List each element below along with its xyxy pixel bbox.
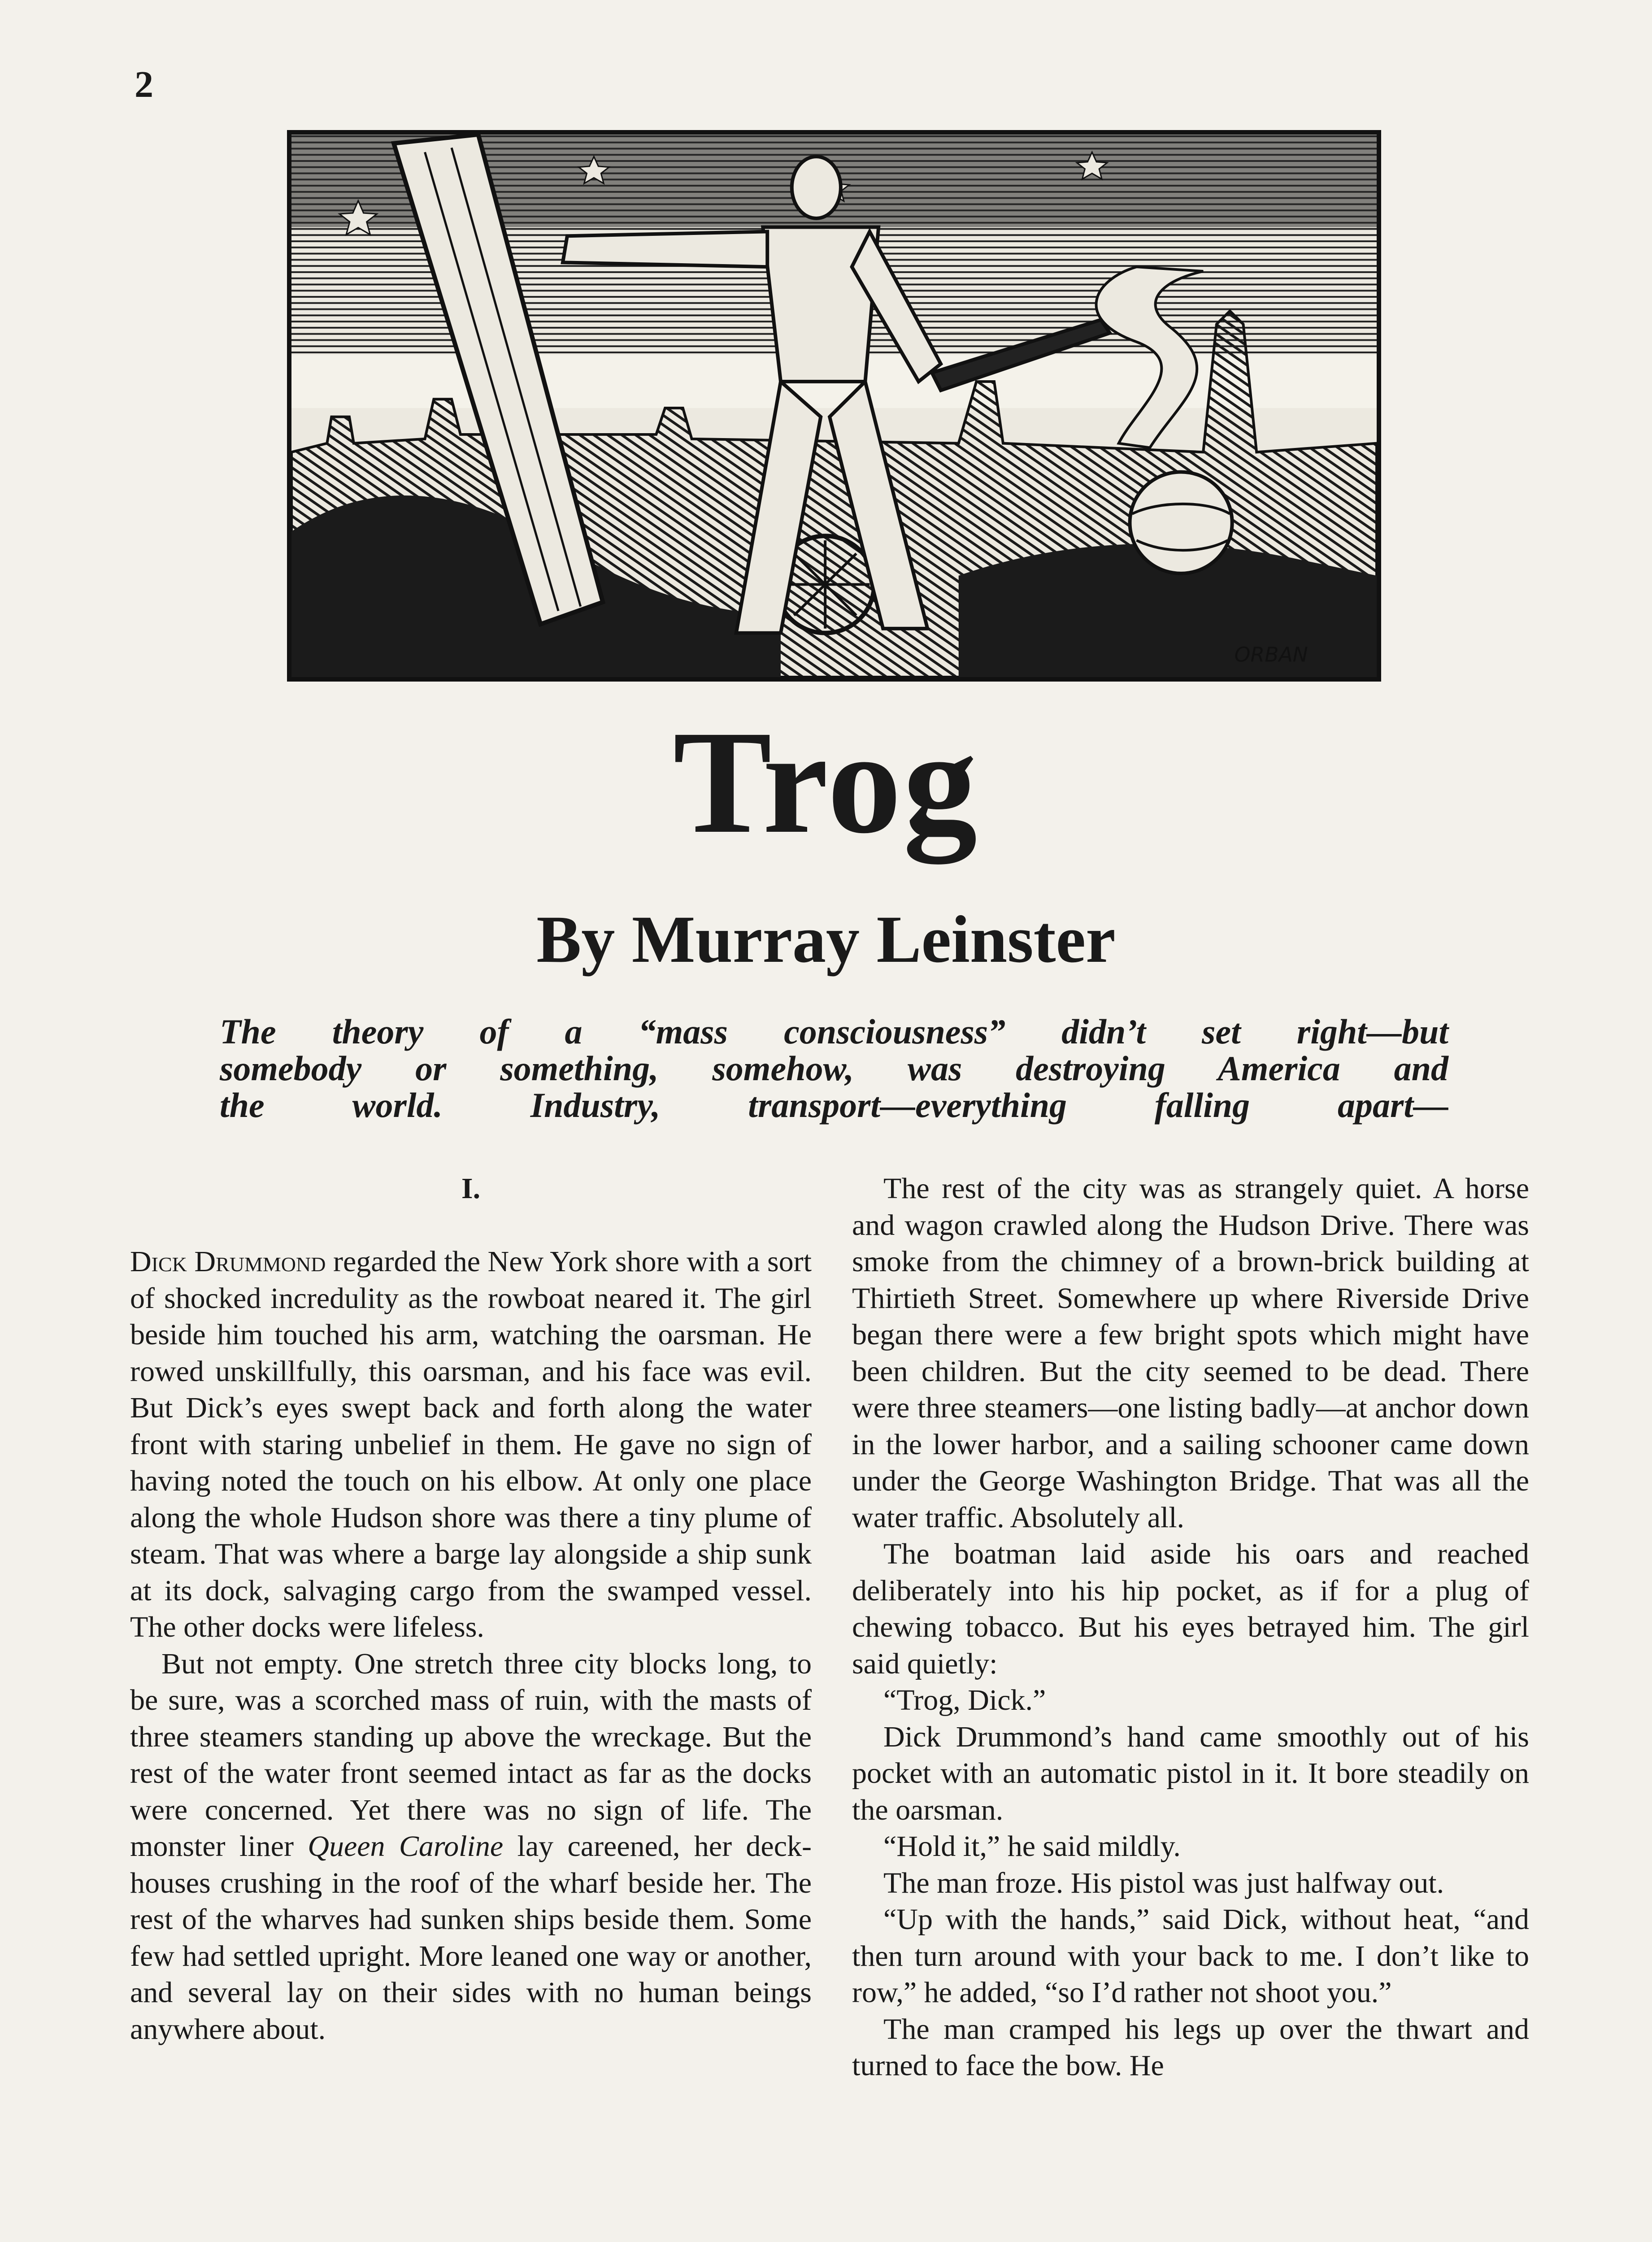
left-column: [130, 1170, 812, 2047]
paragraph: But not empty. One stretch three city blocks long, to be sure, was a scorched mass of ruin, with the masts of three steamers standing up above the wreckage. But the rest of the water front seemed intact as far as the docks were concerned. Yet there was no sign of life. The monster liner Queen Caroline lay careened, her deck-houses crushing in the roof of the wharf beside her. The rest of the wharves had sunken ships beside them. Some few had settled upright. More leaned one way or another, and several lay on their sides with no human beings anywhere about.: [130, 1647, 812, 2046]
blurb-line: the world. Industry, transport—everything falling apart—: [220, 1086, 1448, 1125]
paragraph: Dick Drummond regarded the New York shore with a sort of shocked incredulity as the rowboat neared it. The girl beside him touched his arm, watching the oarsman. He rowed unskillfully, this oarsman, and his face was evil. But Dick’s eyes swept back and forth along the water front with staring unbelief in them. He gave no sign of having noted the touch on his elbow. At only one place along the whole Hudson shore was there a tiny plume of steam. That was where a barge lay alongside a ship sunk at its dock, salvaging cargo from the swamped vessel. The other docks were lifeless.: [130, 1245, 812, 1643]
right-column: [852, 1170, 1529, 2084]
illustration-signature: ORBAN: [1234, 643, 1308, 667]
story-byline: By Murray Leinster: [536, 902, 1116, 977]
paragraph: The boatman laid aside his oars and reached deliberately into his hip pocket, as if for a plug of chewing tobacco. But his eyes betrayed him. The girl said quietly:: [852, 1538, 1529, 1680]
drop-lead: Dick Drummond: [130, 1245, 326, 1278]
paragraph: “Trog, Dick.”: [883, 1684, 1046, 1716]
ship-name: Queen Caroline: [308, 1830, 504, 1863]
paragraph: The rest of the city was as strangely quiet. A horse and wagon crawled along the Hudson Drive. There was smoke from the chimney of a brown-brick building at Thirtieth Street. Somewhere up where Riverside Drive began there were a few bright spots which might have been children. But the city seemed to be dead. There were three steamers—one listing badly—at anchor down in the lower harbor, and a sailing schooner came down under the George Washington Bridge. That was all the water traffic. Absolutely all.: [852, 1172, 1529, 1534]
page-number: 2: [135, 64, 153, 105]
story-blurb: [220, 1013, 1448, 1124]
paragraph: Dick Drummond’s hand came smoothly out of his pocket with an automatic pistol in it. It bore steadily on the oarsman.: [852, 1720, 1529, 1826]
paragraph: The man froze. His pistol was just halfway out.: [883, 1866, 1444, 1899]
blurb-line: somebody or something, somehow, was destroying America and: [220, 1049, 1448, 1088]
story-illustration: [287, 130, 1381, 682]
giant-man-in-ruined-city-illustration-icon: [291, 135, 1377, 677]
paragraph: “Up with the hands,” said Dick, without heat, “and then turn around with your back to me. I don’t like to row,” he added, “so I’d rather not shoot you.”: [852, 1903, 1529, 2009]
blurb-line: The theory of a “mass consciousness” didn’t set right—but: [220, 1012, 1448, 1051]
paragraph: “Hold it,” he said mildly.: [883, 1830, 1181, 1863]
section-heading: I.: [461, 1172, 481, 1205]
paragraph: The man cramped his legs up over the thwart and turned to face the bow. He: [852, 2012, 1529, 2082]
story-title: Trog: [673, 700, 979, 864]
